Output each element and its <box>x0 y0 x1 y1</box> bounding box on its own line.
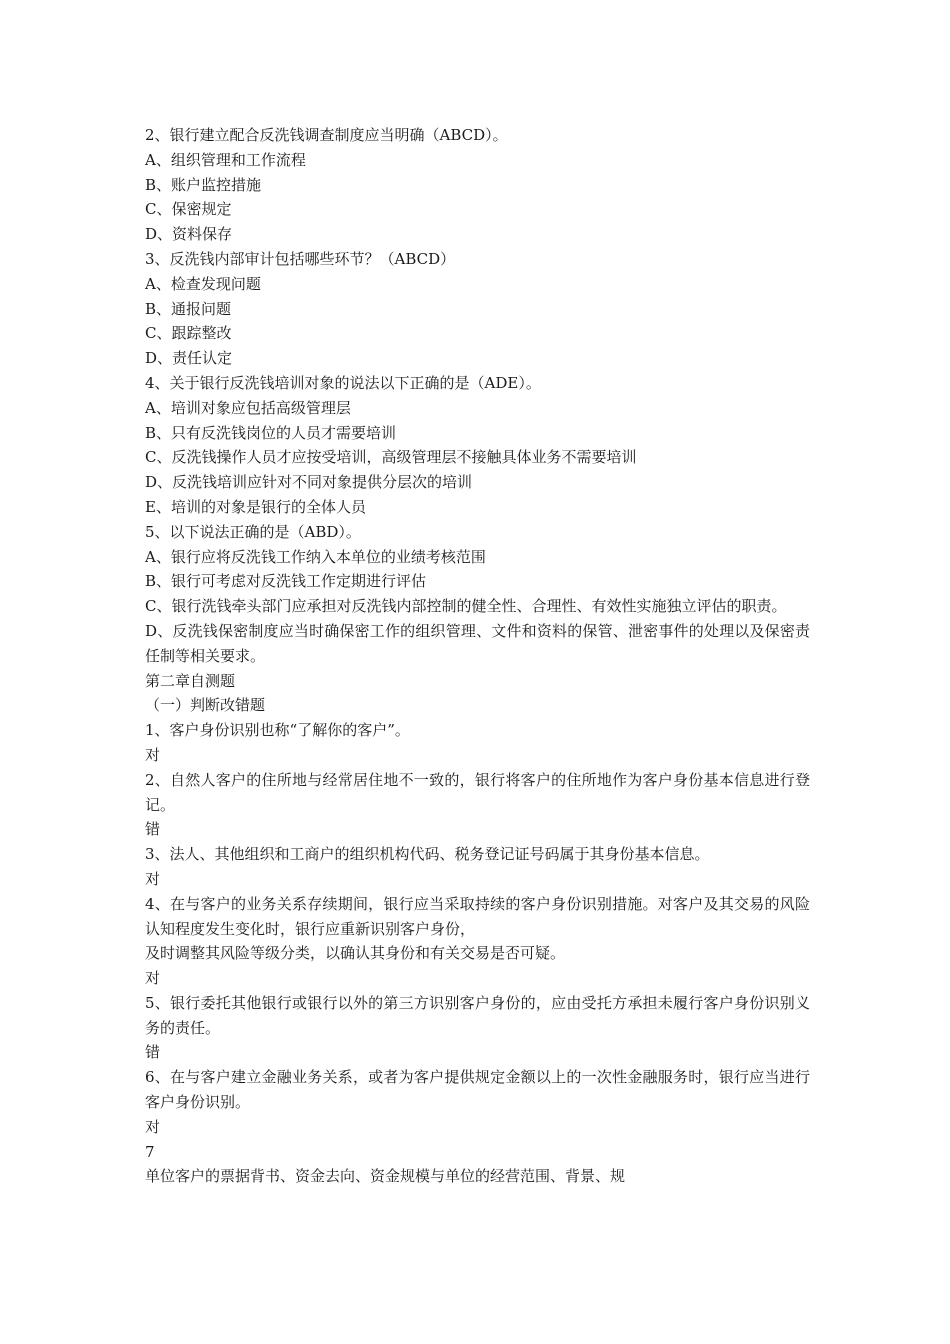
option-d: D、反洗钱保密制度应当时确保密工作的组织管理、文件和资料的保管、泄密事件的处理以及保密责任制等相关要求。 <box>145 621 810 665</box>
question-3-stem: 3、反洗钱内部审计包括哪些环节？（ABCD） <box>145 249 456 268</box>
statement-2: 2、自然人客户的住所地与经常居住地不一致的，银行将客户的住所地作为客户身份基本信息进行登记。 <box>145 770 810 814</box>
statement-4: 4、在与客户的业务关系存续期间，银行应当采取持续的客户身份识别措施。对客户及其交易的风险认知程度发生变化时，银行应重新识别客户身份， <box>145 894 810 938</box>
statement-7: 单位客户的票据背书、资金去向、资金规模与单位的经营范围、背景、规 <box>145 1167 626 1186</box>
statement-5: 5、银行委托其他银行或银行以外的第三方识别客户身份的，应由受托方承担未履行客户身份识别义务的责任。 <box>145 993 810 1037</box>
answer-6: 对 <box>145 1117 161 1136</box>
statement-6: 6、在与客户建立金融业务关系，或者为客户提供规定金额以上的一次性金融服务时，银行应当进行客户身份识别。 <box>145 1068 810 1112</box>
answer-2: 错 <box>145 820 161 839</box>
option-d: D、资料保存 <box>145 225 233 244</box>
option-d: D、反洗钱培训应针对不同对象提供分层次的培训 <box>145 473 473 492</box>
answer-3: 对 <box>145 869 161 888</box>
option-c: C、反洗钱操作人员才应按受培训，高级管理层不接触具体业务不需要培训 <box>145 448 637 467</box>
chapter-heading: 第二章自测题 <box>145 671 236 690</box>
option-c: C、银行洗钱牵头部门应承担对反洗钱内部控制的健全性、合理性、有效性实施独立评估的职责。 <box>145 597 787 616</box>
answer-5: 错 <box>145 1043 161 1062</box>
answer-4: 对 <box>145 969 161 988</box>
option-b: B、通报问题 <box>145 299 232 318</box>
statement-1: 1、客户身份识别也称“了解你的客户”。 <box>145 721 410 740</box>
question-5-stem: 5、以下说法正确的是（ABD）。 <box>145 522 361 541</box>
section-heading: （一）判断改错题 <box>145 696 266 715</box>
document-page <box>145 123 810 1189</box>
answer-1: 对 <box>145 745 161 764</box>
question-4-stem: 4、关于银行反洗钱培训对象的说法以下正确的是（ADE）。 <box>145 373 541 392</box>
option-a: A、检查发现问题 <box>145 274 261 293</box>
option-b: B、账户监控措施 <box>145 175 262 194</box>
option-e: E、培训的对象是银行的全体人员 <box>145 497 366 516</box>
option-a: A、银行应将反洗钱工作纳入本单位的业绩考核范围 <box>145 547 486 566</box>
option-a: A、培训对象应包括高级管理层 <box>145 398 351 417</box>
statement-4-continued: 及时调整其风险等级分类，以确认其身份和有关交易是否可疑。 <box>145 944 566 963</box>
option-b: B、只有反洗钱岗位的人员才需要培训 <box>145 423 397 442</box>
statement-7-number: 7 <box>145 1142 155 1161</box>
option-c: C、保密规定 <box>145 200 232 219</box>
option-d: D、责任认定 <box>145 349 233 368</box>
option-c: C、跟踪整改 <box>145 324 232 343</box>
option-a: A、组织管理和工作流程 <box>145 150 306 169</box>
option-b: B、银行可考虑对反洗钱工作定期进行评估 <box>145 572 427 591</box>
statement-3: 3、法人、其他组织和工商户的组织机构代码、税务登记证号码属于其身份基本信息。 <box>145 845 710 864</box>
question-2-stem: 2、银行建立配合反洗钱调查制度应当明确（ABCD）。 <box>145 126 508 144</box>
